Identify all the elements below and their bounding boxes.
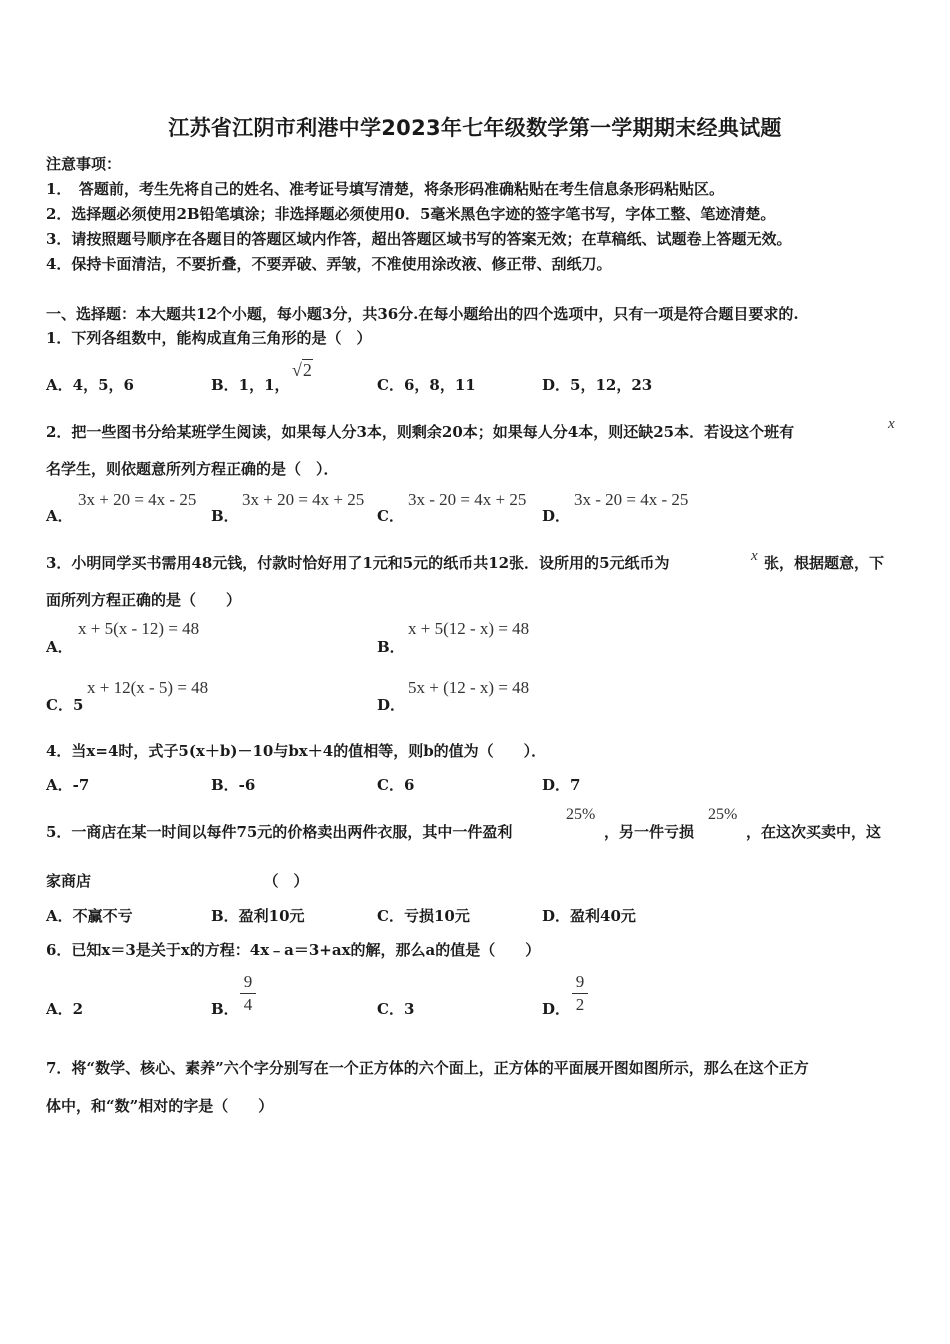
notice-item-1: 1． 答题前，考生先将自己的姓名、准考证号填写清楚，将条形码准确粘贴在考生信息条形码粘贴区。: [46, 180, 724, 198]
q3-option-a-equation: x + 5(x - 12) = 48: [78, 619, 200, 638]
q5-stem-line1c: ，在这次买卖中，这: [746, 823, 882, 841]
q6-option-c: C．3: [377, 1000, 415, 1018]
q5-stem-line1b: ，另一件亏损: [604, 823, 695, 841]
q5-percent-1: 25%: [566, 806, 596, 823]
q7-stem-line1: 7．将“数学、核心、素养”六个字分别写在一个正方体的六个面上，正方体的平面展开图如图所示，那么在这个正方: [46, 1059, 809, 1077]
q2-option-a-equation: 3x + 20 = 4x - 25: [78, 490, 197, 509]
q2-option-d-equation: 3x - 20 = 4x - 25: [574, 490, 689, 509]
q3-stem-line2: 面所列方程正确的是（ ）: [46, 591, 242, 609]
q2-option-b-equation: 3x + 20 = 4x + 25: [242, 490, 365, 509]
q3-stem-line1a: 3．小明同学买书需用48元钱，付款时恰好用了1元和5元的纸币共12张．设所用的5元纸币为: [46, 554, 670, 572]
q1-sqrt-2: √2: [292, 360, 312, 380]
notice-item-3: 3．请按照题号顺序在各题目的答题区域内作答，超出答题区域书写的答案无效；在草稿纸、试题卷上答题无效。: [46, 230, 792, 248]
q2-option-c-equation: 3x - 20 = 4x + 25: [408, 490, 527, 509]
q1-option-b: B．1，1，: [211, 376, 290, 394]
q3-variable-x: x: [751, 548, 758, 564]
q5-option-a: A．不赢不亏: [46, 907, 133, 925]
q6-option-d-label: D．: [542, 1000, 571, 1018]
q6-option-b-fraction: 9 4: [240, 972, 256, 1015]
q4-option-c: C．6: [377, 776, 415, 794]
q4-option-a: A．-7: [46, 776, 90, 794]
q1-option-a: A．4，5，6: [46, 376, 134, 394]
q3-option-b-label: B．: [377, 638, 405, 656]
q4-option-b: B．-6: [211, 776, 256, 794]
q7-stem-line2: 体中，和“数”相对的字是（ ）: [46, 1097, 274, 1115]
q5-option-d: D．盈利40元: [542, 907, 636, 925]
section-heading: 一、选择题：本大题共12个小题，每小题3分，共36分.在每小题给出的四个选项中，只有一项是符合题目要求的.: [46, 305, 799, 323]
q6-option-d-fraction: 9 2: [572, 972, 588, 1015]
q3-option-d-equation: 5x + (12 - x) = 48: [408, 678, 530, 697]
q1-stem: 1．下列各组数中，能构成直角三角形的是（ ）: [46, 329, 372, 347]
q4-option-d: D．7: [542, 776, 581, 794]
q3-option-c-equation: x + 12(x - 5) = 48: [87, 678, 209, 697]
q1-option-c: C．6，8，11: [377, 376, 476, 394]
q2-option-d-label: D．: [542, 507, 571, 525]
page-title: 江苏省江阴市利港中学2023年七年级数学第一学期期末经典试题: [168, 116, 782, 140]
q2-option-c-label: C．: [377, 507, 404, 525]
q3-option-a-label: A．: [46, 638, 73, 656]
q2-option-b-label: B．: [211, 507, 239, 525]
q6-option-a: A．2: [46, 1000, 84, 1018]
q6-option-b-label: B．: [211, 1000, 239, 1018]
q5-option-c: C．亏损10元: [377, 907, 470, 925]
q3-option-b-equation: x + 5(12 - x) = 48: [408, 619, 530, 638]
q5-stem-line2: 家商店 （ ）: [46, 872, 309, 890]
q3-stem-line1b: 张，根据题意，下: [764, 554, 885, 572]
notice-heading: 注意事项：: [46, 155, 122, 173]
q1-option-d: D．5，12，23: [542, 376, 653, 394]
q5-percent-2: 25%: [708, 806, 738, 823]
q2-option-a-label: A．: [46, 507, 73, 525]
q2-stem-line1: 2．把一些图书分给某班学生阅读，如果每人分3本，则剩余20本；如果每人分4本，则还缺25本．若设这个班有: [46, 423, 795, 441]
q5-option-b: B．盈利10元: [211, 907, 305, 925]
q4-stem: 4．当x=4时，式子5(x＋b)－10与bx＋4的值相等，则b的值为（ ）．: [46, 742, 547, 760]
q5-stem-line1a: 5．一商店在某一时间以每件75元的价格卖出两件衣服，其中一件盈利: [46, 823, 513, 841]
notice-item-4: 4．保持卡面清洁，不要折叠，不要弄破、弄皱，不准使用涂改液、修正带、刮纸刀。: [46, 255, 612, 273]
notice-item-2: 2．选择题必须使用2B铅笔填涂；非选择题必须使用0．5毫米黑色字迹的签字笔书写，字体工整、笔迹清楚。: [46, 205, 776, 223]
q2-stem-line2: 名学生，则依题意所列方程正确的是（ ）．: [46, 460, 339, 478]
q3-option-c-label: C．5: [46, 696, 84, 714]
q3-option-d-label: D．: [377, 696, 406, 714]
q2-variable-x: x: [888, 416, 895, 432]
q6-stem: 6．已知x＝3是关于x的方程：4x﹣a＝3+ax的解，那么a的值是（ ）: [46, 941, 541, 959]
